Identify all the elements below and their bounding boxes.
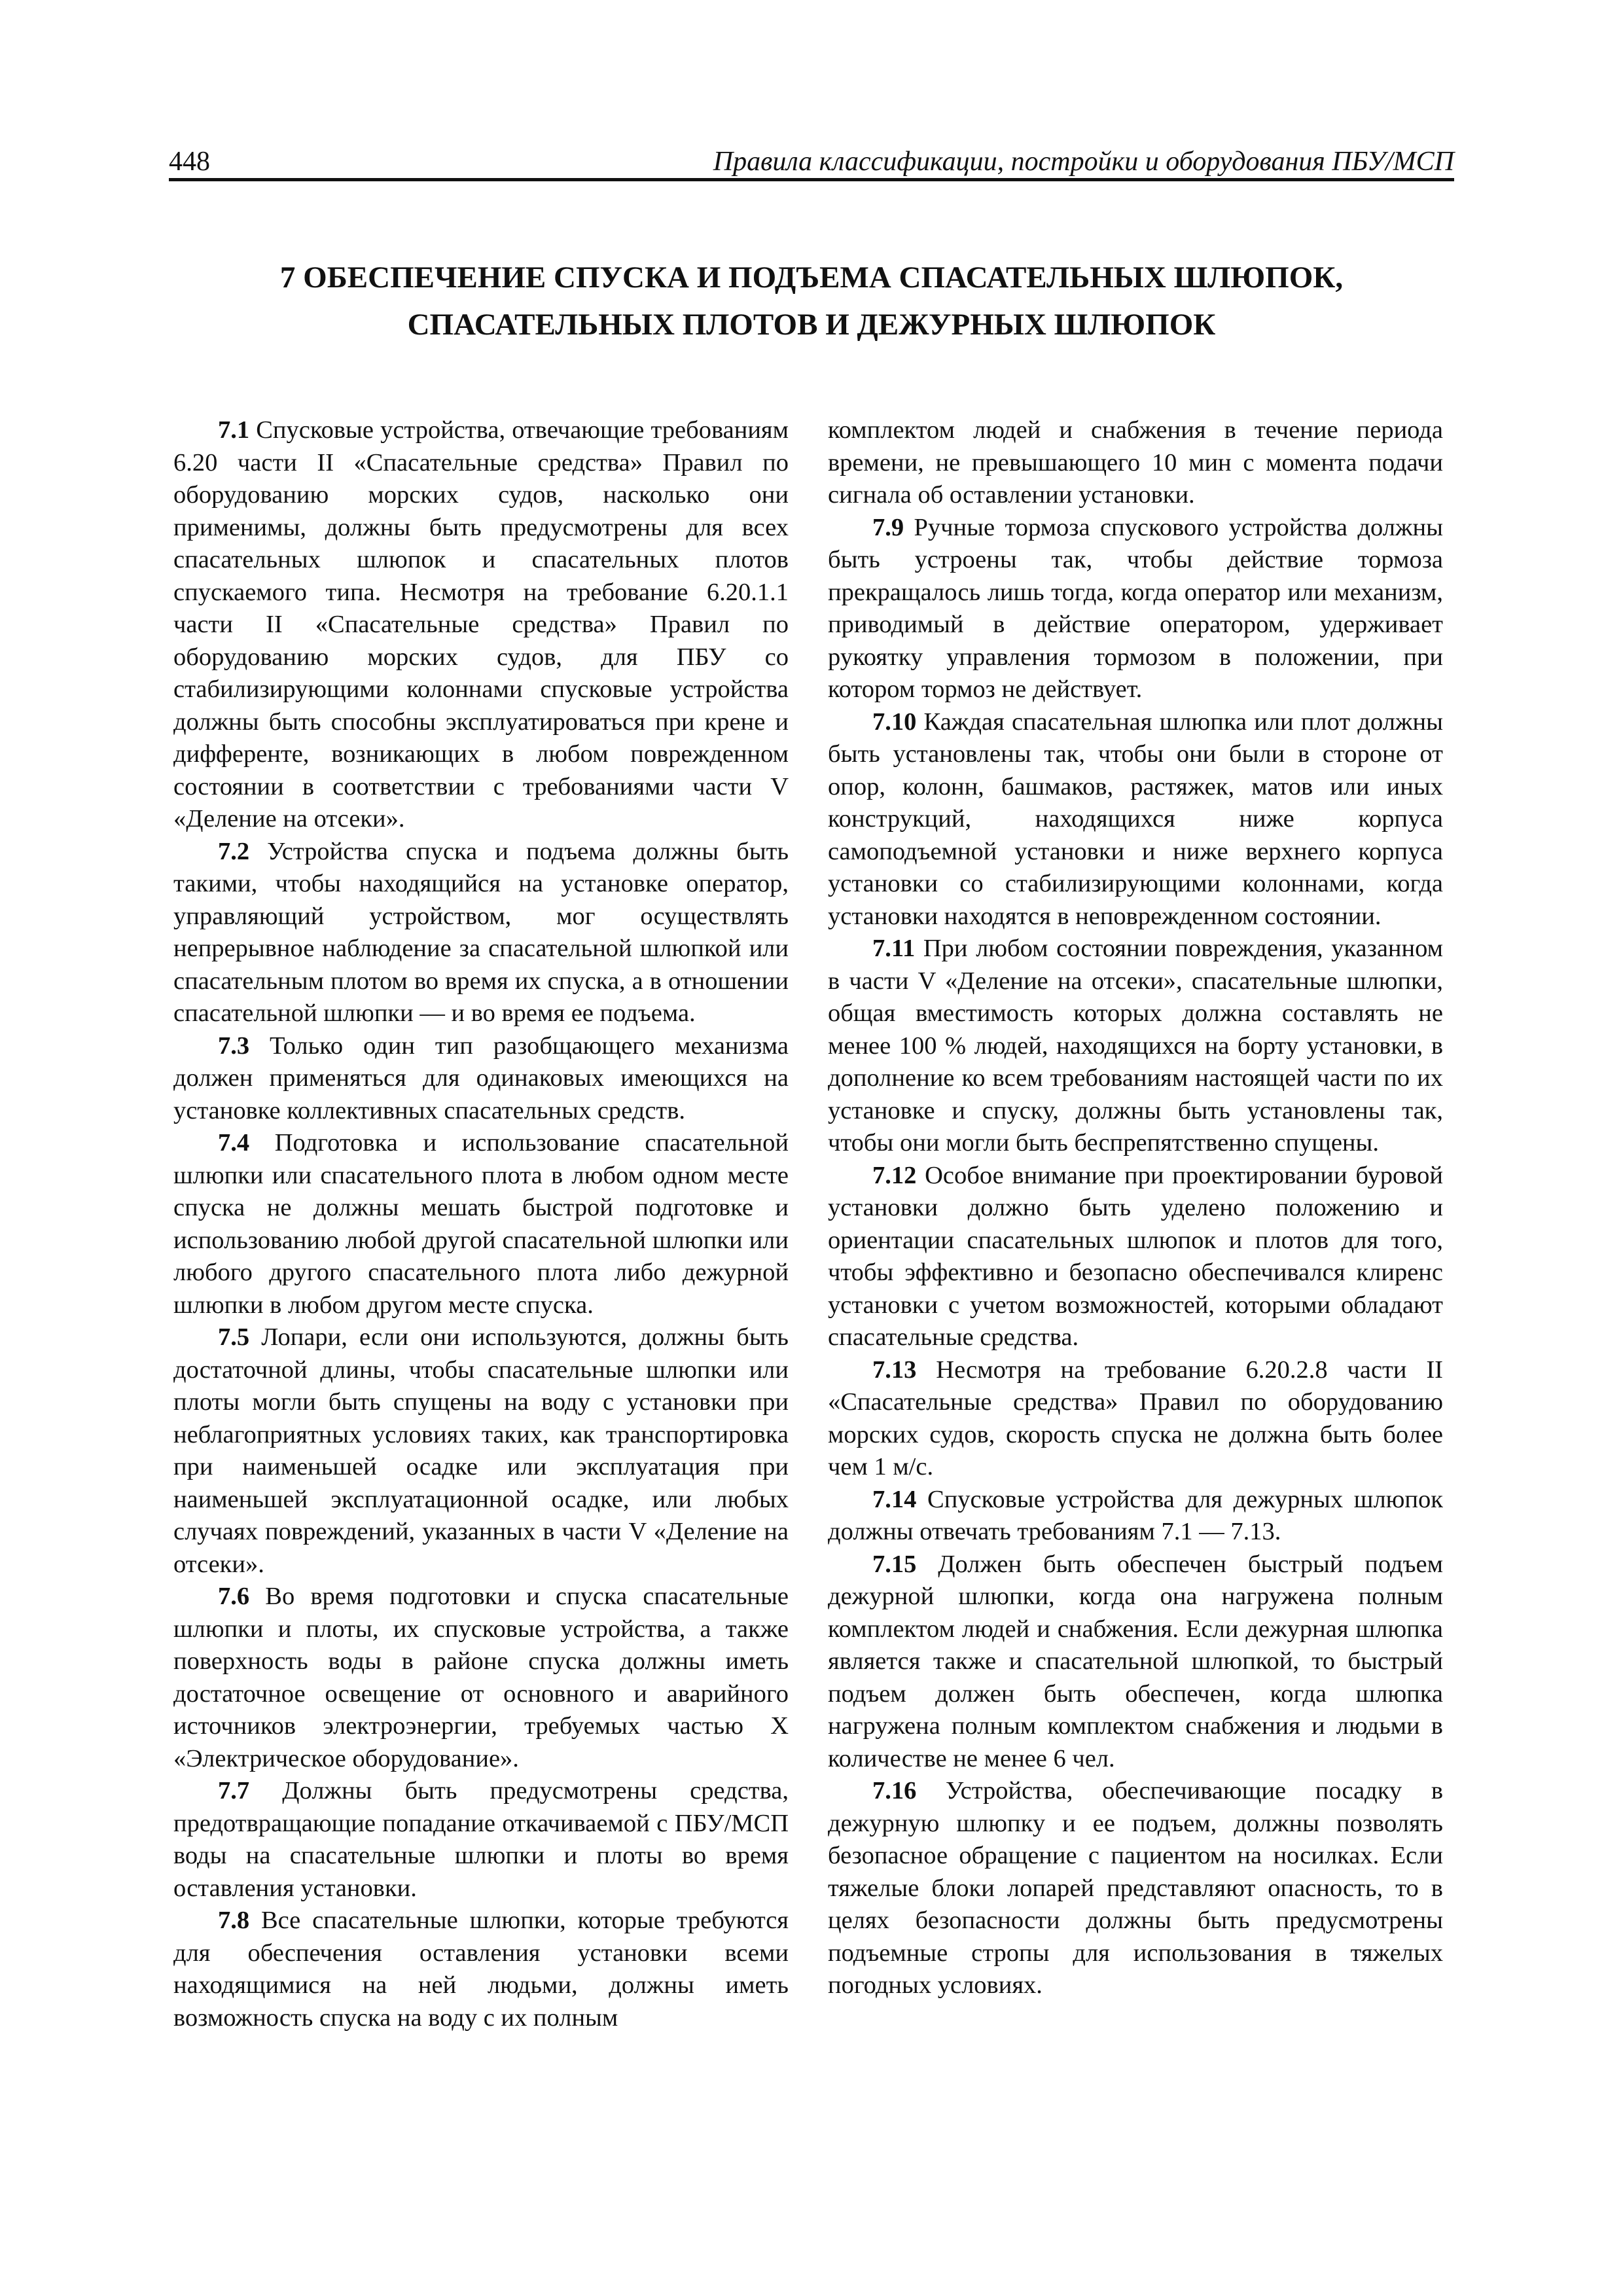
paragraph-text: Подготовка и использование спасательной шлюпки или спасательного плота в любом одном месте спуска не должны мешать быстрой подготовке и использованию любой другой спасательной шлюпки или любого другого спасательного плота либо дежурной шлюпки в любом другом месте спуска. [173, 1129, 789, 1319]
paragraph-7-9 [828, 512, 1443, 706]
paragraph-text: Только один тип разобщающего механизма должен применяться для одинаковых имеющихся на установке коллективных спасательных средств. [173, 1031, 789, 1124]
running-title: Правила классификации, постройки и оборудования ПБУ/МСП [713, 147, 1454, 177]
paragraph-7-10 [828, 706, 1443, 933]
paragraph-7-8-continued [828, 414, 1443, 512]
paragraph-7-1 [173, 414, 789, 836]
paragraph-text: Устройства, обеспечивающие посадку в дежурную шлюпку и ее подъем, должны позволять безопасное обращение с пациентом на носилках. Если тяжелые блоки лопарей представляют опасность, то в целях безопасности должны быть предусмотрены подъемные стропы для использования в тяжелых погодных условиях. [828, 1777, 1443, 1999]
paragraph-7-7 [173, 1775, 789, 1905]
chapter-title-line-1: 7 ОБЕСПЕЧЕНИЕ СПУСКА И ПОДЪЕМА СПАСАТЕЛЬНЫХ ШЛЮПОК, [279, 260, 1344, 295]
paragraph-number: 7.1 [218, 416, 250, 444]
paragraph-7-16 [828, 1775, 1443, 2002]
paragraph-7-13 [828, 1354, 1443, 1484]
paragraph-text: Лопари, если они используются, должны быть достаточной длины, чтобы спасательные шлюпки или плоты могли быть спущены на воду с установки при неблагоприятных условиях таких, как транспортировка при наименьшей осадке или эксплуатация при наименьшей эксплуатационной осадке, или любых случаях повреждений, указанных в части V «Деление на отсеки». [173, 1323, 789, 1578]
chapter-title [169, 254, 1454, 348]
paragraph-text: Все спасательные шлюпки, которые требуются для обеспечения оставления установки всеми находящимися на ней людьми, должны иметь возможность спуска на воду с их полным [173, 1907, 789, 2032]
paragraph-number: 7.2 [218, 837, 250, 865]
paragraph-text: Должен быть обеспечен быстрый подъем дежурной шлюпки, когда она нагружена полным комплектом людей и снабжения. Если дежурная шлюпка является также и спасательной шлюпкой, то быстрый подъем должен быть обеспечен, когда шлюпка нагружена полным комплектом снабжения и людьми в количестве не менее 6 чел. [828, 1550, 1443, 1772]
paragraph-number: 7.3 [218, 1031, 250, 1060]
paragraph-text: Каждая спасательная шлюпка или плот должны быть установлены так, чтобы они были в стороне от опор, колонн, башмаков, растяжек, матов или иных конструкций, находящихся ниже корпуса самоподъемной установки и ниже верхнего корпуса установки со стабилизирующими колоннами, когда установки находятся в неповрежденном состоянии. [828, 708, 1443, 930]
paragraph-number: 7.8 [218, 1907, 250, 1934]
paragraph-7-11 [828, 933, 1443, 1160]
paragraph-7-15 [828, 1549, 1443, 1776]
paragraph-7-12 [828, 1160, 1443, 1354]
page-number: 448 [169, 147, 210, 177]
paragraph-number: 7.7 [218, 1777, 250, 1804]
paragraph-text: Особое внимание при проектировании буровой установки должно быть уделено положению и ориентации спасательных шлюпок и плотов для того, чтобы эффективно и безопасно обеспечивался клиренс установки с учетом возможностей, которыми обладают спасательные средства. [828, 1161, 1443, 1351]
paragraph-text: Спусковые устройства, отвечающие требованиям 6.20 части II «Спасательные средства» Правил по оборудованию морских судов, насколько они применимы, должны быть предусмотрены для всех спасательных шлюпок и спасательных плотов спускаемого типа. Несмотря на требование 6.20.1.1 части II «Спасательные средства» Правил по оборудованию морских судов, для ПБУ со стабилизирующими колоннами спусковые устройства должны быть способны эксплуатироваться при крене и дифференте, возникающих в любом поврежденном состоянии в соответствии с требованиями части V «Деление на отсеки». [173, 416, 789, 833]
paragraph-7-8 [173, 1905, 789, 2034]
chapter-title-line-2: СПАСАТЕЛЬНЫХ ПЛОТОВ И ДЕЖУРНЫХ ШЛЮПОК [407, 308, 1216, 342]
paragraph-text: Спусковые устройства для дежурных шлюпок должны отвечать требованиям 7.1 — 7.13. [828, 1485, 1443, 1545]
paragraph-number: 7.13 [872, 1355, 917, 1384]
paragraph-text: комплектом людей и снабжения в течение периода времени, не превышающего 10 мин с момента подачи сигнала об оставлении установки. [828, 416, 1443, 509]
left-column [173, 414, 789, 2034]
paragraph-text: При любом состоянии повреждения, указанном в части V «Деление на отсеки», спасательные шлюпки, общая вместимость которых должна составлять не менее 100 % людей, находящихся на борту установки, в дополнение ко всем требованиям настоящей части по их установке и спуску, должны быть установлены так, чтобы они могли быть беспрепятственно спущены. [828, 935, 1443, 1157]
paragraph-number: 7.6 [218, 1583, 250, 1610]
paragraph-7-5 [173, 1321, 789, 1581]
paragraph-7-4 [173, 1127, 789, 1321]
paragraph-7-2 [173, 836, 789, 1030]
paragraph-number: 7.5 [218, 1323, 250, 1351]
paragraph-text: Во время подготовки и спуска спасательные шлюпки и плоты, их спусковые устройства, а также поверхность воды в районе спуска должны иметь достаточное освещение от основного и аварийного источников электроэнергии, требуемых частью X «Электрическое оборудование». [173, 1583, 789, 1772]
paragraph-number: 7.15 [872, 1550, 917, 1578]
paragraph-number: 7.16 [872, 1777, 917, 1804]
paragraph-text: Устройства спуска и подъема должны быть такими, чтобы находящийся на установке оператор, управляющий устройством, мог осуществлять непрерывное наблюдение за спасательной шлюпкой или спасательным плотом во время их спуска, а в отношении спасательной шлюпки — и во время ее подъема. [173, 837, 789, 1027]
paragraph-number: 7.11 [872, 935, 916, 962]
paragraph-7-14 [828, 1484, 1443, 1549]
right-column [828, 414, 1443, 2002]
paragraph-7-3 [173, 1030, 789, 1128]
paragraph-number: 7.14 [872, 1485, 917, 1513]
paragraph-text: Ручные тормоза спускового устройства должны быть устроены так, чтобы действие тормоза прекращалось лишь тогда, когда оператор или механизм, приводимый в действие оператором, удерживает рукоятку управления тормозом в положении, при котором тормоз не действует. [828, 513, 1443, 703]
paragraph-number: 7.4 [218, 1129, 250, 1157]
paragraph-text: Несмотря на требование 6.20.2.8 части II «Спасательные средства» Правил по оборудованию морских судов, скорость спуска не должна быть более чем 1 м/с. [828, 1355, 1443, 1480]
paragraph-7-6 [173, 1581, 789, 1775]
paragraph-number: 7.10 [872, 708, 917, 736]
page-header [169, 145, 1454, 178]
header-rule [169, 178, 1454, 181]
paragraph-text: Должны быть предусмотрены средства, предотвращающие попадание откачиваемой с ПБУ/МСП воды на спасательные шлюпки и плоты во время оставления установки. [173, 1777, 789, 1902]
paragraph-number: 7.9 [872, 513, 904, 541]
paragraph-number: 7.12 [872, 1161, 917, 1189]
